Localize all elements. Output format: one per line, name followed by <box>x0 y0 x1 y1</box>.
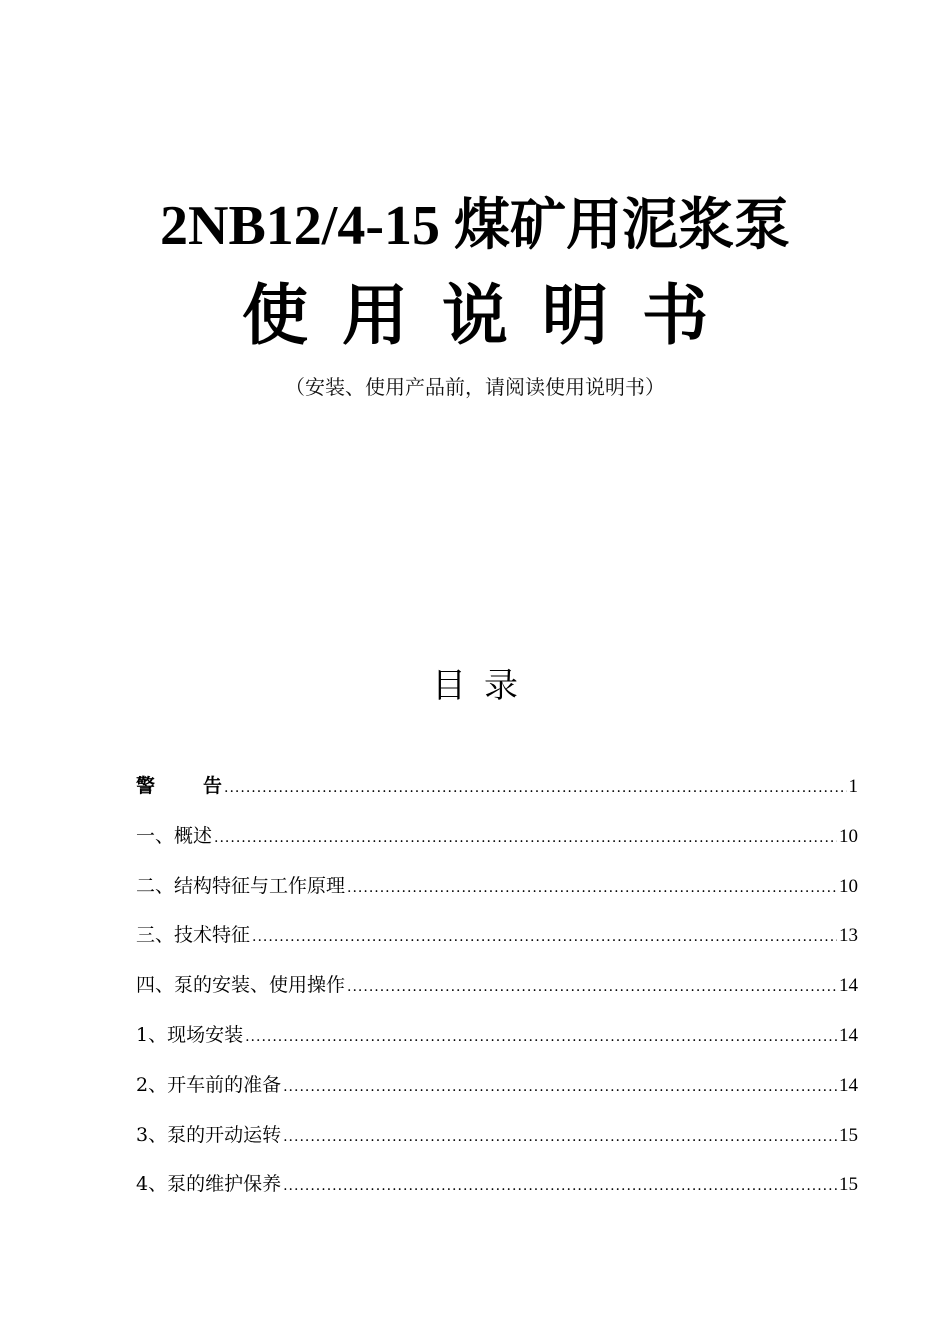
toc-dot-leader <box>224 770 846 806</box>
document-title: 2NB12/4-15 煤矿用泥浆泵 <box>160 195 790 257</box>
toc-item-label <box>136 768 222 804</box>
toc-page-number: 15 <box>839 1124 858 1146</box>
toc-dot-leader <box>283 1168 837 1204</box>
toc-item-structure[interactable] <box>136 868 858 918</box>
toc-page-number: 1 <box>848 776 858 797</box>
title-char: 书 <box>642 277 708 354</box>
toc-item-label: 4、泵的维护保养 <box>136 1173 282 1196</box>
document-title-manual <box>0 276 950 356</box>
toc-label-part: 警 <box>136 775 156 797</box>
toc-item-installation[interactable] <box>136 967 858 1017</box>
toc-dot-leader <box>214 820 837 856</box>
table-of-contents <box>136 768 858 1216</box>
toc-item-label: 三、技术特征 <box>136 924 251 947</box>
toc-page-number: 14 <box>839 975 858 997</box>
title-char: 明 <box>542 277 608 354</box>
toc-item-label: 2、开车前的准备 <box>136 1073 282 1096</box>
title-char: 说 <box>442 277 508 354</box>
toc-item-label: 四、泵的安装、使用操作 <box>136 974 346 997</box>
toc-item-technical[interactable] <box>136 917 858 967</box>
toc-item-label: 1、现场安装 <box>136 1023 244 1046</box>
toc-item-overview[interactable] <box>136 818 858 868</box>
toc-heading: 目录 <box>432 666 536 706</box>
toc-page-number: 13 <box>839 925 858 947</box>
document-subtitle: （安装、使用产品前，请阅读使用说明书） <box>285 375 665 399</box>
toc-item-label: 二、结构特征与工作原理 <box>136 874 346 897</box>
title-char: 使 <box>242 277 308 354</box>
toc-page-number: 10 <box>839 875 858 897</box>
toc-item-label: 3、泵的开动运转 <box>136 1123 282 1146</box>
toc-page-number: 15 <box>839 1174 858 1196</box>
toc-dot-leader <box>347 870 837 906</box>
toc-dot-leader <box>347 969 837 1005</box>
toc-item-warning[interactable] <box>136 768 858 818</box>
toc-label-part: 告 <box>203 775 223 797</box>
toc-item-maintenance[interactable] <box>136 1166 858 1216</box>
toc-dot-leader <box>283 1069 837 1105</box>
toc-item-startup[interactable] <box>136 1117 858 1167</box>
toc-page-number: 14 <box>839 1074 858 1096</box>
toc-dot-leader <box>283 1119 837 1155</box>
toc-dot-leader <box>252 919 837 955</box>
toc-item-site-install[interactable] <box>136 1017 858 1067</box>
toc-dot-leader <box>245 1019 837 1055</box>
title-char: 用 <box>342 277 408 354</box>
toc-item-preparation[interactable] <box>136 1067 858 1117</box>
toc-page-number: 14 <box>839 1024 858 1046</box>
toc-page-number: 10 <box>839 825 858 847</box>
toc-item-label: 一、概述 <box>136 824 213 847</box>
